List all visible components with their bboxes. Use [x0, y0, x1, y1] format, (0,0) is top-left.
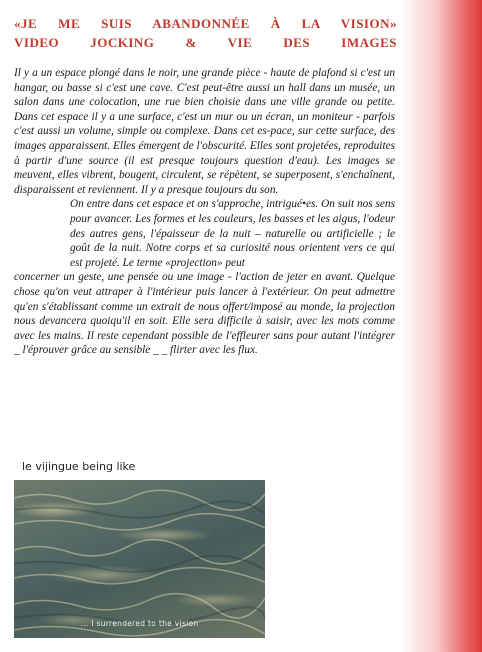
red-gradient-edge: [400, 0, 482, 652]
title-line-2: VIDEO JOCKING & VIE DES IMAGES: [14, 35, 397, 50]
water-ripples-graphic: [14, 480, 265, 638]
title-line-1: «JE ME SUIS ABANDONNÉE À LA VISION»: [14, 16, 397, 31]
paragraph-2-indented: On entre dans cet espace et on s'approche, intrigué•es. On suit nos sens pour avancer. Les formes et les couleurs, les basses et les aigus, l'odeur des autres gens, l'épaisseur de la nuit – naturelle ou artificielle ; le goût de la nuit. Notre corps et sa curiosité nous orientent vers ce qui est projeté. Le terme «projection» peut: [70, 198, 395, 269]
video-subtitle: ... I surrendered to the vision: [80, 619, 199, 628]
page-title: [14, 14, 397, 52]
water-photo: [14, 480, 265, 638]
paragraph-2-continued: concerner un geste, une pensée ou une image - l'action de jeter en avant. Quelque chose qu'on veut attraper à l'intérieur puis lancer à l'extérieur. On peut admettre qu'en s'établissant comme un extrait de nous offert/imposé au monde, la projection nous devancera quoiqu'il en soit. Elle sera difficile à saisir, avec les mots comme avec les mains. Il reste cependant possible de l'effleurer sans pour autant l'intégrer _ l'éprouver grâce au sensible _ _ flirter avec les flux.: [14, 271, 395, 357]
body-text: [14, 66, 395, 358]
paragraph-1: Il y a un espace plongé dans le noir, une grande pièce - haute de plafond si c'est un hangar, ou basse si c'est une cave. C'est peut-être aussi un hall dans un musée, un salon dans une colocation, une rue bien choisie dans une ville grande ou petite. Dans cet espace il y a une surface, c'est un mur ou un écran, un moniteur - parfois c'est aussi un volume, simple ou complexe. Dans cet es-pace, sur cette surface, des images apparaissent. Elles émergent de l'obscurité. Elles sont projetées, reproduites à partir d'une source (il est presque toujours question d'eau). Les images se meuvent, elles vibrent, bougent, circulent, se répètent, se superposent, s'enchaînent, disparaissent et reviennent. Il y a presque toujours du son.: [14, 67, 395, 196]
figure-caption: le vijingue being like: [22, 460, 136, 473]
